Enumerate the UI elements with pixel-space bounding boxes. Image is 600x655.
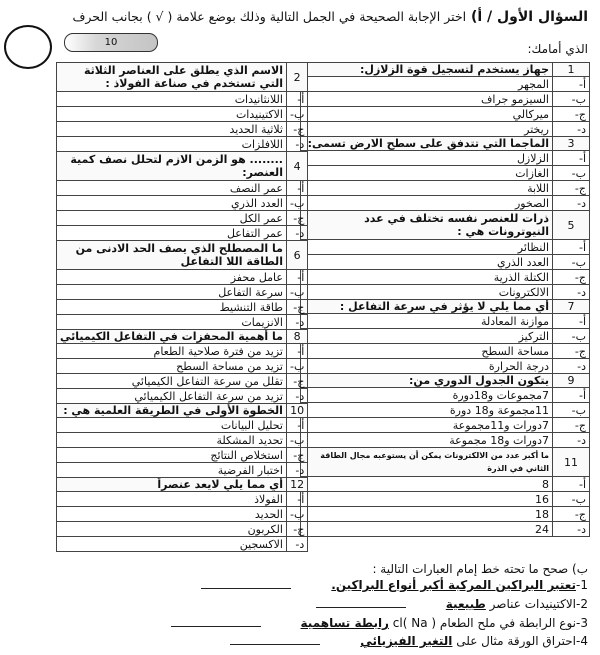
option-letter: ج- <box>286 211 307 226</box>
option-text[interactable]: الغازات <box>301 166 553 181</box>
item-text: احتراق الورقة مثال على <box>452 634 577 648</box>
question-number: 9 <box>553 374 590 388</box>
question-number: 10 <box>286 404 307 418</box>
option-letter: أ- <box>553 477 590 492</box>
option-row[interactable] <box>301 433 590 448</box>
option-row[interactable] <box>301 151 590 166</box>
item-number: 2- <box>576 597 588 611</box>
option-row[interactable] <box>301 77 590 92</box>
option-letter: ب- <box>286 359 307 374</box>
option-row[interactable] <box>301 492 590 507</box>
question-number: 4 <box>286 152 307 181</box>
option-text[interactable]: موازنة المعادلة <box>301 314 553 329</box>
question-row-9 <box>301 374 590 388</box>
question-row-10 <box>57 404 308 418</box>
question-text: جهاز يستخدم لتسجيل قوة الزلازل: <box>301 63 553 77</box>
option-letter: د- <box>553 359 590 374</box>
correction-item-4 <box>230 634 588 648</box>
question-number: 12 <box>286 478 307 492</box>
option-text[interactable]: النظائر <box>301 240 553 255</box>
option-text[interactable]: عامل محفز <box>57 270 287 285</box>
option-row[interactable] <box>301 329 590 344</box>
option-row[interactable] <box>301 285 590 300</box>
option-letter: ب- <box>553 492 590 507</box>
option-letter: ب- <box>553 92 590 107</box>
option-letter: د- <box>286 137 307 152</box>
option-row[interactable] <box>301 255 590 270</box>
question-text: ذرات للعنصر نفسه تختلف في عدد النيوترونات هي : <box>301 211 553 240</box>
option-letter: د- <box>286 315 307 330</box>
option-letter: ج- <box>553 181 590 196</box>
option-letter: د- <box>553 285 590 300</box>
option-text[interactable]: 16 <box>301 492 553 507</box>
answer-line[interactable] <box>230 634 320 645</box>
option-letter: ج- <box>286 122 307 137</box>
option-row[interactable] <box>57 433 308 448</box>
item-number: 4- <box>576 634 588 648</box>
question-text: الخطوة الأولى في الطريقة العلمية هي : <box>57 404 287 418</box>
option-text[interactable]: 7دورات و11مجموعة <box>301 418 553 433</box>
question-row-6 <box>57 241 308 270</box>
option-letter: ب- <box>553 166 590 181</box>
option-letter: أ- <box>553 151 590 166</box>
underlined-phrase: رابطة تساهمية <box>300 616 389 630</box>
item-number: 3- <box>576 616 588 630</box>
question-number: 5 <box>553 211 590 240</box>
question-number: 8 <box>286 330 307 344</box>
option-row[interactable] <box>57 211 308 226</box>
option-row[interactable] <box>301 122 590 137</box>
question-text: يتكون الجدول الدوري من: <box>301 374 553 388</box>
option-letter: أ- <box>286 492 307 507</box>
question-text: ما أهمية المحفزات في التفاعل الكيميائي <box>57 330 287 344</box>
option-text[interactable]: استخلاص النتائج <box>57 448 287 463</box>
option-text[interactable]: 7مجموعات و18دورة <box>301 388 553 403</box>
option-row[interactable] <box>57 315 308 330</box>
option-letter: د- <box>553 522 590 537</box>
question-instruction: اختر الإجابة الصحيحة في الجمل التالية وذلك بوضع علامة ( √ ) بجانب الحرف <box>72 9 467 24</box>
question-number: 1 <box>553 63 590 77</box>
option-text[interactable]: 11مجموعة و18 دورة <box>301 403 553 418</box>
option-letter: ج- <box>286 374 307 389</box>
option-letter: ج- <box>553 344 590 359</box>
question-row-3 <box>301 137 590 151</box>
option-letter: ب- <box>286 285 307 300</box>
option-row[interactable] <box>57 389 308 404</box>
option-text[interactable]: اللافلزات <box>57 137 287 152</box>
question-number: 11 <box>553 448 590 477</box>
option-row[interactable] <box>301 477 590 492</box>
option-row[interactable] <box>57 285 308 300</box>
option-row[interactable] <box>57 137 308 152</box>
questions-table-right <box>300 62 590 537</box>
option-row[interactable] <box>57 196 308 211</box>
question-row-5 <box>301 211 590 240</box>
underlined-phrase: تعتبر البراكين المركبة أكبر أنواع البراكين. <box>331 578 577 592</box>
option-text[interactable]: التركيز <box>301 329 553 344</box>
question-text: ما أكبر عدد من الالكترونات يمكن أن يستوعبه مجال الطاقة الثاني في الذرة <box>301 448 553 477</box>
option-text[interactable]: الكربون <box>57 522 287 537</box>
option-letter: د- <box>553 122 590 137</box>
option-letter: د- <box>286 389 307 404</box>
option-row[interactable] <box>57 507 308 522</box>
option-text[interactable]: الزلازل <box>301 151 553 166</box>
question-row-2 <box>57 63 308 92</box>
option-row[interactable] <box>301 196 590 211</box>
item-text: الاكتينيدات عناصر <box>485 597 577 611</box>
option-letter: د- <box>553 196 590 211</box>
option-text[interactable]: تزيد من مساحة السطح <box>57 359 287 374</box>
question-number: 6 <box>286 241 307 270</box>
option-row[interactable] <box>301 166 590 181</box>
option-row[interactable] <box>57 374 308 389</box>
option-row[interactable] <box>301 522 590 537</box>
option-letter: ج- <box>553 107 590 122</box>
item-text: نوع الرابطة في ملح الطعام ( Na )cl <box>388 616 577 630</box>
grade-circle <box>4 25 52 69</box>
option-text[interactable]: الالكترونات <box>301 285 553 300</box>
option-letter: أ- <box>553 388 590 403</box>
option-text[interactable]: اللانثانيدات <box>57 92 287 107</box>
option-row[interactable] <box>301 181 590 196</box>
option-text[interactable]: 24 <box>301 522 553 537</box>
option-text[interactable]: درجة الحرارة <box>301 359 553 374</box>
answer-line[interactable] <box>171 616 261 627</box>
option-letter: د- <box>553 433 590 448</box>
option-row[interactable] <box>301 240 590 255</box>
option-letter: أ- <box>286 270 307 285</box>
option-letter: ج- <box>286 522 307 537</box>
question-row-8 <box>57 330 308 344</box>
option-letter: ب- <box>286 107 307 122</box>
part-b-title: ب) صحح ما تحته خط إمام العبارات التالية : <box>372 562 588 576</box>
option-row[interactable] <box>57 181 308 196</box>
option-text[interactable]: الاكسجين <box>57 537 287 552</box>
question-row-4 <box>57 152 308 181</box>
option-row[interactable] <box>57 226 308 241</box>
option-text[interactable]: الانزيمات <box>57 315 287 330</box>
option-text[interactable]: اختبار الفرضية <box>57 463 287 478</box>
option-letter: ب- <box>553 255 590 270</box>
option-text[interactable]: تحليل البيانات <box>57 418 287 433</box>
option-letter: ج- <box>286 448 307 463</box>
option-letter: د- <box>286 226 307 241</box>
option-letter: أ- <box>286 418 307 433</box>
option-row[interactable] <box>57 300 308 315</box>
option-text[interactable]: الصخور <box>301 196 553 211</box>
option-row[interactable] <box>301 270 590 285</box>
option-row[interactable] <box>57 492 308 507</box>
option-row[interactable] <box>301 388 590 403</box>
option-letter: ج- <box>553 507 590 522</box>
option-text[interactable]: تزيد من فترة صلاحية الطعام <box>57 344 287 359</box>
option-row[interactable] <box>301 359 590 374</box>
option-text[interactable]: العدد الذري <box>301 255 553 270</box>
option-text[interactable]: عمر التفاعل <box>57 226 287 241</box>
option-letter: أ- <box>286 92 307 107</box>
question-row-11 <box>301 448 590 477</box>
question-row-7 <box>301 300 590 314</box>
option-letter: أ- <box>553 314 590 329</box>
option-text[interactable]: تحديد المشكلة <box>57 433 287 448</box>
option-text[interactable]: المجهر <box>301 77 553 92</box>
option-text[interactable]: العدد الذري <box>57 196 287 211</box>
option-row[interactable] <box>301 418 590 433</box>
option-letter: ب- <box>553 403 590 418</box>
option-letter: أ- <box>286 344 307 359</box>
underlined-phrase: طبيعية <box>445 597 486 611</box>
option-letter: أ- <box>553 77 590 92</box>
option-text[interactable]: تزيد من سرعة التفاعل الكيميائي <box>57 389 287 404</box>
question-text: الاسم الذي يطلق على العناصر الثلاثة التي تستخدم في صناعة الفولاذ : <box>57 63 287 92</box>
option-letter: ج- <box>553 270 590 285</box>
option-text[interactable]: 7دورات و18 مجموعة <box>301 433 553 448</box>
option-row[interactable] <box>57 92 308 107</box>
question-number-title: السؤال الأول / أ) <box>470 9 588 25</box>
option-letter: ب- <box>286 196 307 211</box>
option-text[interactable]: السيزمو جراف <box>301 92 553 107</box>
option-row[interactable] <box>57 344 308 359</box>
option-text[interactable]: الكتلة الذرية <box>301 270 553 285</box>
option-letter: أ- <box>553 240 590 255</box>
option-row[interactable] <box>57 418 308 433</box>
option-row[interactable] <box>301 403 590 418</box>
option-row[interactable] <box>301 314 590 329</box>
score-box: 10 <box>64 33 158 52</box>
question-row-1 <box>301 63 590 77</box>
option-text[interactable]: الاكتينيدات <box>57 107 287 122</box>
option-row[interactable] <box>57 448 308 463</box>
question-number: 3 <box>553 137 590 151</box>
option-text[interactable]: سرعة التفاعل <box>57 285 287 300</box>
instruction-tail: الذي أمامك: <box>527 42 588 56</box>
option-text[interactable]: ثلاثية الحديد <box>57 122 287 137</box>
answer-line[interactable] <box>201 578 291 589</box>
option-letter: أ- <box>286 181 307 196</box>
option-text[interactable]: طاقة التنشيط <box>57 300 287 315</box>
option-letter: ج- <box>286 300 307 315</box>
option-letter: ب- <box>286 433 307 448</box>
option-text[interactable]: 18 <box>301 507 553 522</box>
option-text[interactable]: تقلل من سرعة التفاعل الكيميائي <box>57 374 287 389</box>
answer-line[interactable] <box>316 597 406 608</box>
option-text[interactable]: ريختر <box>301 122 553 137</box>
question-row-12 <box>57 478 308 492</box>
option-text[interactable]: ميركالي <box>301 107 553 122</box>
question-text: ........ هو الزمن الازم لتحلل نصف كمية العنصر: <box>57 152 287 181</box>
option-text[interactable]: عمر النصف <box>57 181 287 196</box>
question-number: 7 <box>553 300 590 314</box>
question-text: أي مما يلي لا يؤثر في سرعة التفاعل : <box>301 300 553 314</box>
option-row[interactable] <box>57 122 308 137</box>
option-row[interactable] <box>301 344 590 359</box>
option-row[interactable] <box>57 537 308 552</box>
option-text[interactable]: 8 <box>301 477 553 492</box>
correction-item-3 <box>171 616 588 630</box>
option-letter: ب- <box>286 507 307 522</box>
option-letter: ب- <box>553 329 590 344</box>
question-title <box>72 8 588 26</box>
option-row[interactable] <box>301 107 590 122</box>
question-text: أي مما يلي لايعد عنصراً <box>57 478 287 492</box>
option-text[interactable]: مساحة السطح <box>301 344 553 359</box>
option-text[interactable]: الفولاذ <box>57 492 287 507</box>
correction-item-1 <box>201 578 588 592</box>
question-text: ما المصطلح الذي يصف الحد الادنى من الطاقة اللا التفاعل <box>57 241 287 270</box>
item-number: 1- <box>576 578 588 592</box>
underlined-phrase: التغير الفيزيائي <box>360 634 453 648</box>
option-letter: د- <box>286 463 307 478</box>
option-row[interactable] <box>301 507 590 522</box>
question-number: 2 <box>286 63 307 92</box>
option-row[interactable] <box>57 522 308 537</box>
option-row[interactable] <box>57 270 308 285</box>
option-row[interactable] <box>301 92 590 107</box>
option-row[interactable] <box>57 463 308 478</box>
option-row[interactable] <box>57 359 308 374</box>
option-letter: ج- <box>553 418 590 433</box>
questions-table-left <box>56 62 308 552</box>
option-row[interactable] <box>57 107 308 122</box>
correction-item-2 <box>316 597 588 611</box>
option-text[interactable]: اللابة <box>301 181 553 196</box>
option-letter: د- <box>286 537 307 552</box>
option-text[interactable]: عمر الكل <box>57 211 287 226</box>
option-text[interactable]: الحديد <box>57 507 287 522</box>
question-text: الماجما التي تتدفق على سطح الارض تسمى: <box>301 137 553 151</box>
